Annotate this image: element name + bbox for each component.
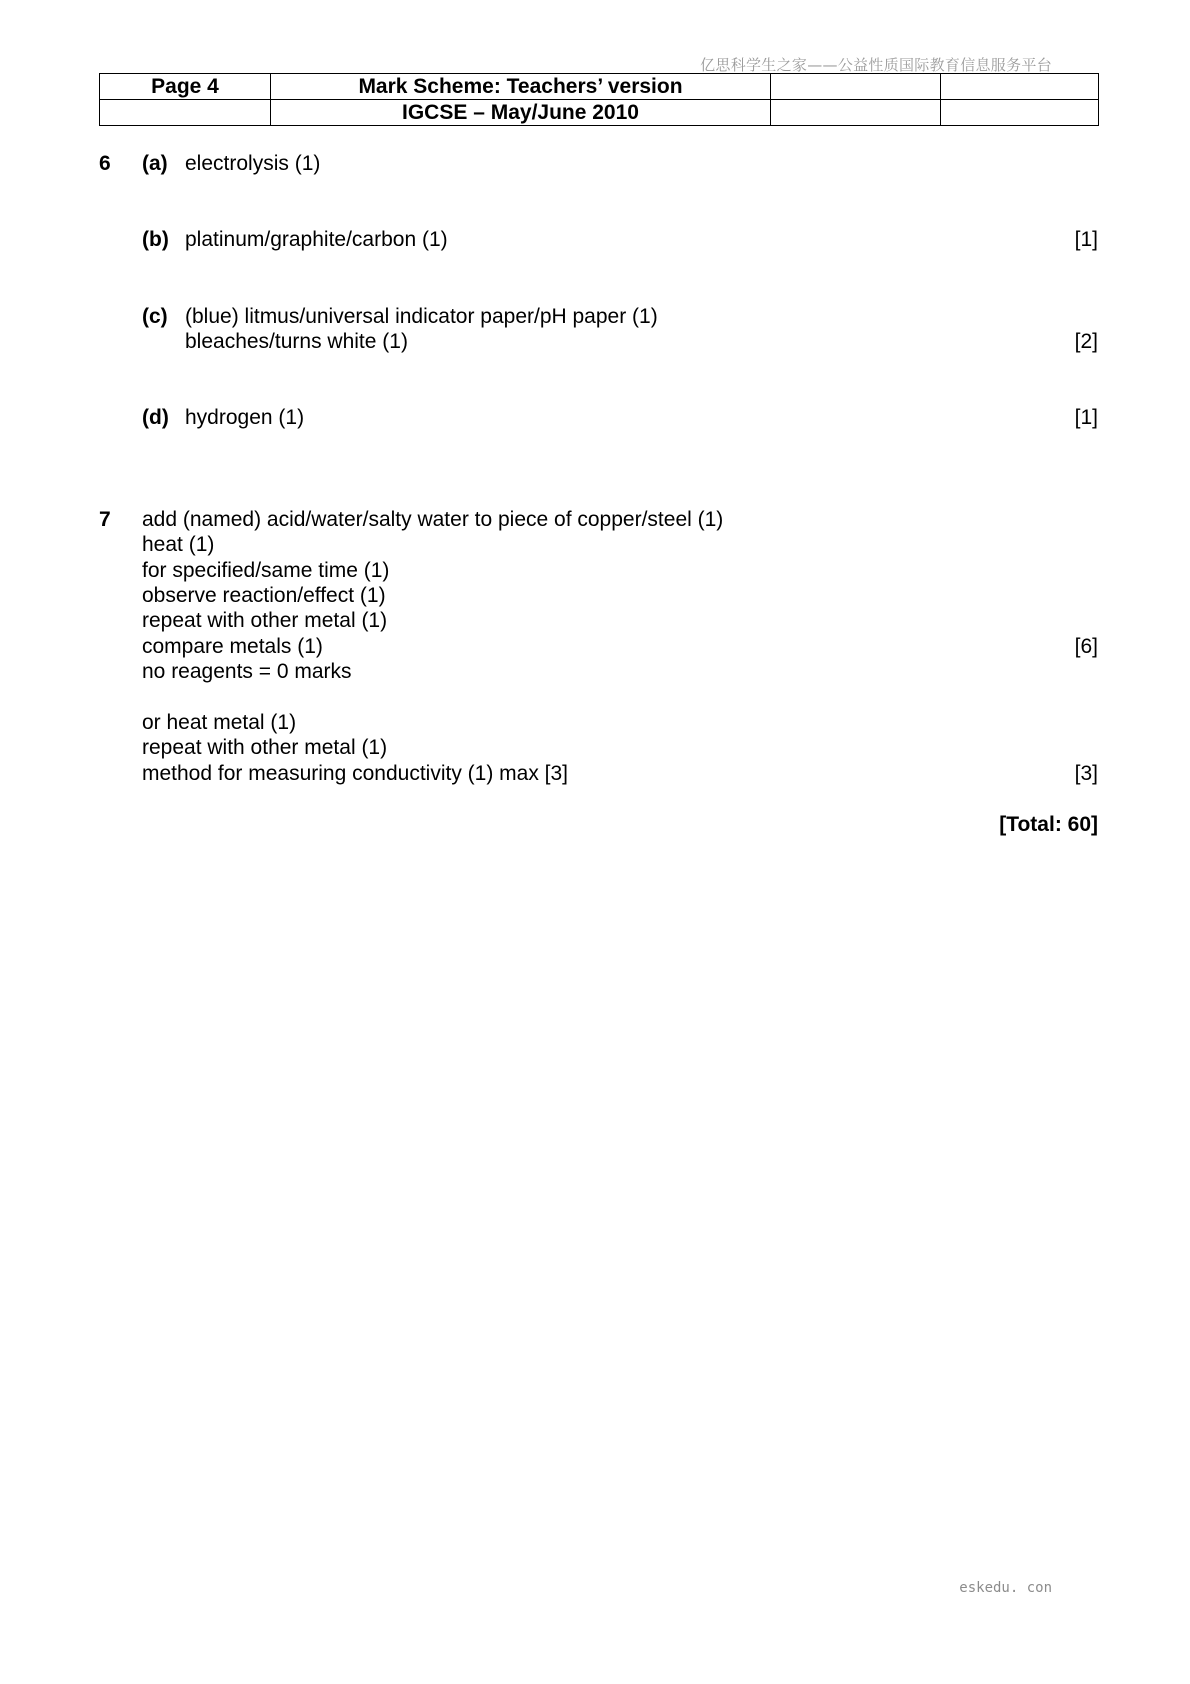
answer-line: no reagents = 0 marks xyxy=(142,660,352,683)
answer-line: method for measuring conductivity (1) max [3] xyxy=(142,762,569,785)
watermark-text: 亿思科学生之家——公益性质国际教育信息服务平台 xyxy=(700,56,1052,74)
answer-line: repeat with other metal (1) xyxy=(142,736,388,759)
answer-line: observe reaction/effect (1) xyxy=(142,584,386,607)
answer-line: add (named) acid/water/salty water to piece of copper/steel (1) xyxy=(142,508,724,531)
answer-line: (blue) litmus/universal indicator paper/pH paper (1) xyxy=(185,305,658,328)
answer-line: for specified/same time (1) xyxy=(142,559,390,582)
document-title: Mark Scheme: Teachers’ version xyxy=(271,74,771,100)
total-marks: [Total: 60] xyxy=(999,813,1098,836)
header-row-1 xyxy=(100,74,1099,100)
question-number: 6 xyxy=(99,152,111,175)
part-label: (b) xyxy=(142,228,169,251)
answer-line: platinum/graphite/carbon (1) xyxy=(185,228,448,251)
header-empty-cell xyxy=(771,100,941,126)
header-empty-cell xyxy=(941,100,1099,126)
mark-allocation: [1] xyxy=(1074,228,1098,251)
answer-line: electrolysis (1) xyxy=(185,152,321,175)
header-empty-cell xyxy=(771,74,941,100)
mark-allocation: [2] xyxy=(1074,330,1098,353)
part-label: (d) xyxy=(142,406,169,429)
page-number: Page 4 xyxy=(100,74,271,100)
header-empty-cell xyxy=(100,100,271,126)
answer-line: hydrogen (1) xyxy=(185,406,305,429)
header-table xyxy=(99,73,1099,126)
header-empty-cell xyxy=(941,74,1099,100)
footer-text: eskedu. con xyxy=(959,1580,1052,1596)
answer-line: heat (1) xyxy=(142,533,215,556)
answer-line: or heat metal (1) xyxy=(142,711,297,734)
answer-line: bleaches/turns white (1) xyxy=(185,330,408,353)
mark-allocation: [3] xyxy=(1074,762,1098,785)
question-number: 7 xyxy=(99,508,111,531)
mark-allocation: [1] xyxy=(1074,406,1098,429)
exam-session: IGCSE – May/June 2010 xyxy=(271,100,771,126)
mark-allocation: [6] xyxy=(1074,635,1098,658)
answer-line: repeat with other metal (1) xyxy=(142,609,388,632)
header-row-2 xyxy=(100,100,1099,126)
answer-line: compare metals (1) xyxy=(142,635,323,658)
part-label: (c) xyxy=(142,305,168,328)
part-label: (a) xyxy=(142,152,168,175)
